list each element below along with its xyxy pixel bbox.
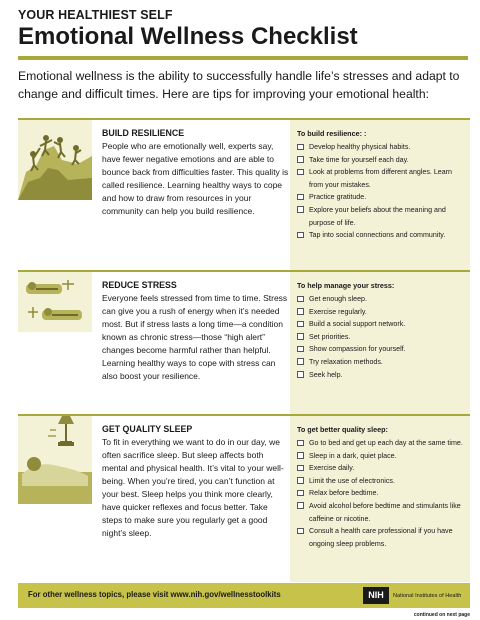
checkbox-icon xyxy=(297,194,304,201)
checkbox-icon xyxy=(297,465,304,472)
tip-item: Take time for yourself each day. xyxy=(297,154,464,167)
tips-heading: To get better quality sleep: xyxy=(297,425,388,434)
section-heading: GET QUALITY SLEEP xyxy=(102,424,193,434)
tip-item: Avoid alcohol before bedtime and stimulants like caffeine or nicotine. xyxy=(297,500,464,525)
checkbox-icon xyxy=(297,296,304,303)
section-main-text xyxy=(102,279,290,383)
checkbox-icon xyxy=(297,440,304,447)
section-heading: REDUCE STRESS xyxy=(102,280,177,290)
nih-logo: NIH xyxy=(363,587,389,604)
tip-item: Limit the use of electronics. xyxy=(297,475,464,488)
tip-item: Get enough sleep. xyxy=(297,293,464,306)
tip-item: Set priorities. xyxy=(297,331,464,344)
section-body: Everyone feels stressed from time to time. Stress can give you a rush of energy when it’s needed most. But if stress lasts a long time—a condition known as chronic stress—those “high alert” changes become harmful rather than helpful. Learning healthy ways to cope with stress can also boost your resilience. xyxy=(102,293,288,381)
continued-note: continued on next page xyxy=(413,612,470,618)
tip-item: Look at problems from different angles. Learn from your mistakes. xyxy=(297,166,464,191)
checkbox-icon xyxy=(297,452,304,459)
section-main-text xyxy=(102,423,290,540)
tips-list xyxy=(297,293,464,381)
tip-item: Practice gratitude. xyxy=(297,191,464,204)
tip-item: Tap into social connections and community. xyxy=(297,229,464,242)
tips-panel xyxy=(290,416,470,582)
checkbox-icon xyxy=(297,371,304,378)
section-body: People who are emotionally well, experts say, have fewer negative emotions and are able to bounce back from difficulties faster. This quality is called resilience. Learning healthy ways to cope and how to draw from resources in your community can help you build resilience. xyxy=(102,141,289,216)
checkbox-icon xyxy=(297,333,304,340)
section-heading: BUILD RESILIENCE xyxy=(102,128,185,138)
checkbox-icon xyxy=(297,490,304,497)
title-rule xyxy=(18,56,468,60)
tips-panel xyxy=(290,120,470,270)
sleeping-person-icon xyxy=(18,416,92,504)
tip-item: Build a social support network. xyxy=(297,318,464,331)
checkbox-icon xyxy=(297,169,304,176)
tip-item: Seek help. xyxy=(297,369,464,382)
tip-item: Relax before bedtime. xyxy=(297,487,464,500)
tip-item: Go to bed and get up each day at the same time. xyxy=(297,437,464,450)
tip-item: Explore your beliefs about the meaning and purpose of life. xyxy=(297,204,464,229)
checkbox-icon xyxy=(297,502,304,509)
relaxing-illustration xyxy=(18,272,92,332)
section-build-resilience xyxy=(18,118,470,270)
tip-item: Exercise regularly. xyxy=(297,306,464,319)
kicker: YOUR HEALTHIEST SELF xyxy=(18,8,173,22)
nih-org-name: National Institutes of Health xyxy=(393,592,462,599)
sleeping-illustration xyxy=(18,416,92,504)
checkbox-icon xyxy=(297,144,304,151)
footer-bar xyxy=(18,583,470,608)
intro-paragraph: Emotional wellness is the ability to successfully handle life’s stresses and adapt to change and difficult times. Here are tips for improving your emotional health: xyxy=(18,69,460,101)
tip-item: Try relaxation methods. xyxy=(297,356,464,369)
checkbox-icon xyxy=(297,346,304,353)
checkbox-icon xyxy=(297,321,304,328)
checkbox-icon xyxy=(297,308,304,315)
tip-item: Sleep in a dark, quiet place. xyxy=(297,450,464,463)
nih-branding xyxy=(363,587,461,604)
checkbox-icon xyxy=(297,232,304,239)
climbing-illustration xyxy=(18,120,92,200)
tip-item: Exercise daily. xyxy=(297,462,464,475)
checkbox-icon xyxy=(297,358,304,365)
tips-list xyxy=(297,437,464,550)
tips-list xyxy=(297,141,464,242)
tips-heading: To help manage your stress: xyxy=(297,281,395,290)
tip-item: Show compassion for yourself. xyxy=(297,343,464,356)
climbing-people-icon xyxy=(18,120,92,200)
checkbox-icon xyxy=(297,206,304,213)
tips-heading: To build resilience: : xyxy=(297,129,367,138)
section-main-text xyxy=(102,127,290,218)
section-body: To fit in everything we want to do in our day, we often sacrifice sleep. But sleep affects both mental and physical health. It’s vital to your well-being. When you’re tired, you can’t function at your best. Sleep helps you think more clearly, have quicker reflexes and focus better. Take steps to make sure you regularly get a good night’s sleep. xyxy=(102,437,284,538)
tip-item: Consult a health care professional if you have ongoing sleep problems. xyxy=(297,525,464,550)
section-get-quality-sleep xyxy=(18,414,470,582)
checkbox-icon xyxy=(297,477,304,484)
tip-item: Develop healthy physical habits. xyxy=(297,141,464,154)
page-title: Emotional Wellness Checklist xyxy=(18,23,358,50)
relaxing-people-icon xyxy=(18,272,92,332)
tips-panel xyxy=(290,272,470,414)
footer-link-text[interactable]: For other wellness topics, please visit www.nih.gov/wellnesstoolkits xyxy=(28,590,281,599)
checkbox-icon xyxy=(297,528,304,535)
checkbox-icon xyxy=(297,156,304,163)
section-reduce-stress xyxy=(18,270,470,414)
